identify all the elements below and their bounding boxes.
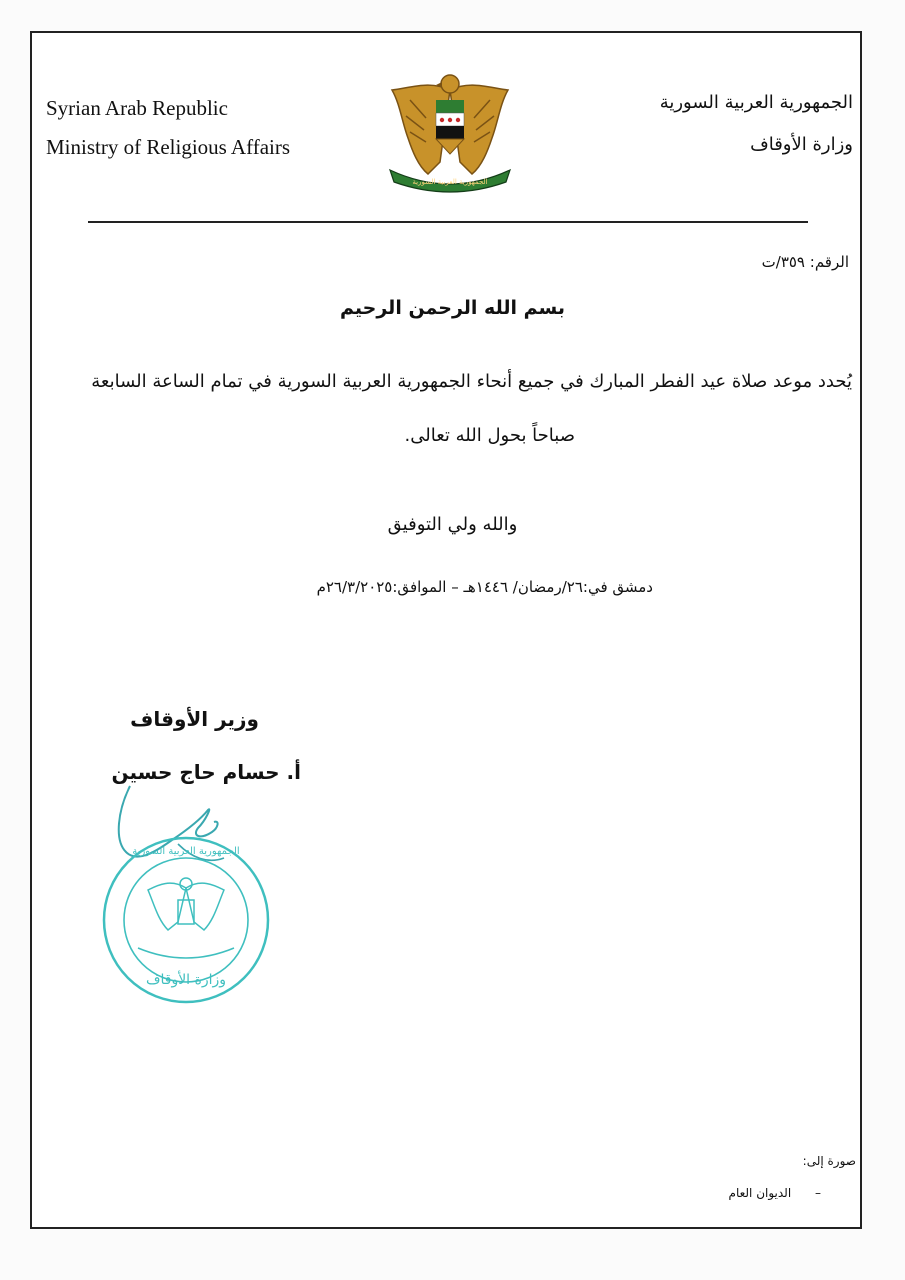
closing-phrase: والله ولي التوفيق [387, 514, 518, 535]
body-line-1: يُحدد موعد صلاة عيد الفطر المبارك في جميع أنحاء الجمهورية العربية السورية في تمام الساعة السابعة [91, 371, 852, 392]
ministry-stamp-icon [98, 808, 273, 1008]
body-line-2: صباحاً بحول الله تعالى. [404, 425, 575, 446]
syrian-eagle-emblem-icon [380, 70, 520, 195]
signature-name: أ. حسام حاج حسين [111, 760, 301, 784]
basmala: بسم الله الرحمن الرحيم [340, 297, 565, 319]
emblem-ribbon-text: الجمهورية العربية السورية [412, 178, 488, 186]
date-line: دمشق في:٢٦/رمضان/ ١٤٤٦هـ – الموافق:٢٦/٣/٢٠٢٥م [316, 578, 653, 596]
document-border [30, 31, 862, 1229]
copies-item [729, 1186, 821, 1200]
reference-label: الرقم: [809, 253, 849, 271]
header-en-country: Syrian Arab Republic [46, 96, 228, 120]
header-divider [88, 221, 808, 223]
stamp-ring-text: الجمهورية العربية السورية [132, 846, 240, 857]
copies-item-text: الديوان العام [728, 1186, 792, 1200]
copies-item-dash: – [815, 1186, 821, 1200]
copies-label: صورة إلى: [802, 1154, 856, 1168]
header-ar-country: الجمهورية العربية السورية [659, 92, 853, 113]
reference-value: ٣٥٩/ت [761, 253, 805, 271]
reference-number [762, 253, 849, 271]
stamp-ministry-text: وزارة الأوقاف [145, 972, 227, 988]
header-en-ministry: Ministry of Religious Affairs [46, 135, 291, 159]
signature-title: وزير الأوقاف [130, 707, 259, 731]
header-ar-ministry: وزارة الأوقاف [750, 134, 853, 155]
